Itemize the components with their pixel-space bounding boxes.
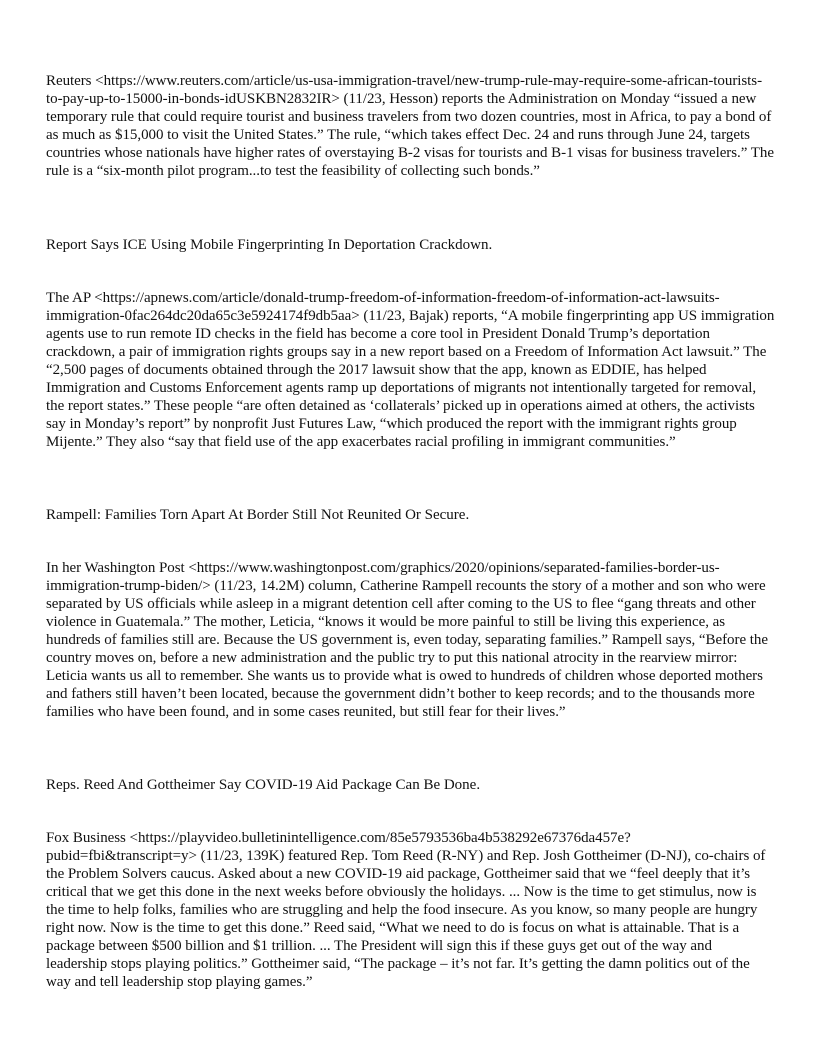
headline-ice-fingerprinting: Report Says ICE Using Mobile Fingerprinting In Deportation Crackdown.	[46, 237, 493, 253]
headline-rampell-families: Rampell: Families Torn Apart At Border Still Not Reunited Or Secure.	[46, 507, 470, 523]
headline-covid-aid-package: Reps. Reed And Gottheimer Say COVID-19 Aid Package Can Be Done.	[46, 777, 481, 793]
story-paragraph-reuters: Reuters <https://www.reuters.com/article/us-usa-immigration-travel/new-trump-rule-may-require-some-african-tourists-to-pay-up-to-15000-in-bonds-idUSKBN2832IR> (11/23, Hesson) reports the Administration on Monday “issued a new temporary rule that could require tourist and business travelers from two dozen countries, most in Africa, to pay a bond of as much as $15,000 to visit the United States.” The rule, “which takes effect Dec. 24 and runs through June 24, targets countries whose nationals have higher rates of overstaying B-2 visas for tourists and B-1 visas for business travelers.” The rule is a “six-month pilot program...to test the feasibility of collecting such bonds.”	[46, 73, 774, 179]
story-paragraph-washington-post: In her Washington Post <https://www.washingtonpost.com/graphics/2020/opinions/separated-families-border-us-immigration-trump-biden/> (11/23, 14.2M) column, Catherine Rampell recounts the story of a mother and son who were separated by US officials while asleep in a migrant detention cell after coming to the US to flee “gang threats and other violence in Guatemala.” The mother, Leticia, “knows it would be more painful to still be living this experience, as hundreds of families still are. Because the US government is, even today, separating families.” Rampell says, “Before the country moves on, before a new administration and the public try to put this national atrocity in the rearview mirror: Leticia wants us all to remember. She wants us to provide what is owed to hundreds of children whose deported mothers and fathers still haven’t been located, because the government didn’t bother to keep records; and to the thousands more families who have been found, and in some cases reunited, but still fear for their lives.”	[46, 560, 768, 720]
story-paragraph-ap: The AP <https://apnews.com/article/donald-trump-freedom-of-information-freedom-of-information-act-lawsuits-immigration-0fac264dc20da65c3e5924174f9db5aa> (11/23, Bajak) reports, “A mobile fingerprinting app US immigration agents use to run remote ID checks in the field has become a core tool in President Donald Trump’s deportation crackdown, a pair of immigration rights groups say in a new report based on a Freedom of Information Act lawsuit.” The “2,500 pages of documents obtained through the 2017 lawsuit show that the app, known as EDDIE, has helped Immigration and Customs Enforcement agents ramp up deportations of migrants not intentionally targeted for removal, the report states.” These people “are often detained as ‘collaterals’ picked up in operations aimed at others, the activists say in Monday’s report” by nonprofit Just Futures Law, “which produced the report with the immigrant rights group Mijente.” They also “say that field use of the app exacerbates racial profiling in immigrant communities.”	[46, 290, 775, 450]
story-paragraph-fox-business: Fox Business <https://playvideo.bulletinintelligence.com/85e5793536ba4b538292e67376da457e?pubid=fbi&transcript=y> (11/23, 139K) featured Rep. Tom Reed (R-NY) and Rep. Josh Gottheimer (D-NJ), co-chairs of the Problem Solvers caucus. Asked about a new COVID-19 aid package, Gottheimer said that we “feel deeply that it’s critical that we get this done in the next weeks before obviously the holidays. ... Now is the time to get stimulus, now is the time to help folks, families who are struggling and help the food insecure. As you know, so many people are hungry right now. Now is the time to get this done.” Reed said, “What we need to do is focus on what is attainable. That is a package between $500 billion and $1 trillion. ... The President will sign this if these guys get out of the way and leadership stops playing politics.” Gottheimer said, “The package – it’s not far. It’s getting the damn politics out of the way and tell leadership stop playing games.”	[46, 830, 766, 990]
